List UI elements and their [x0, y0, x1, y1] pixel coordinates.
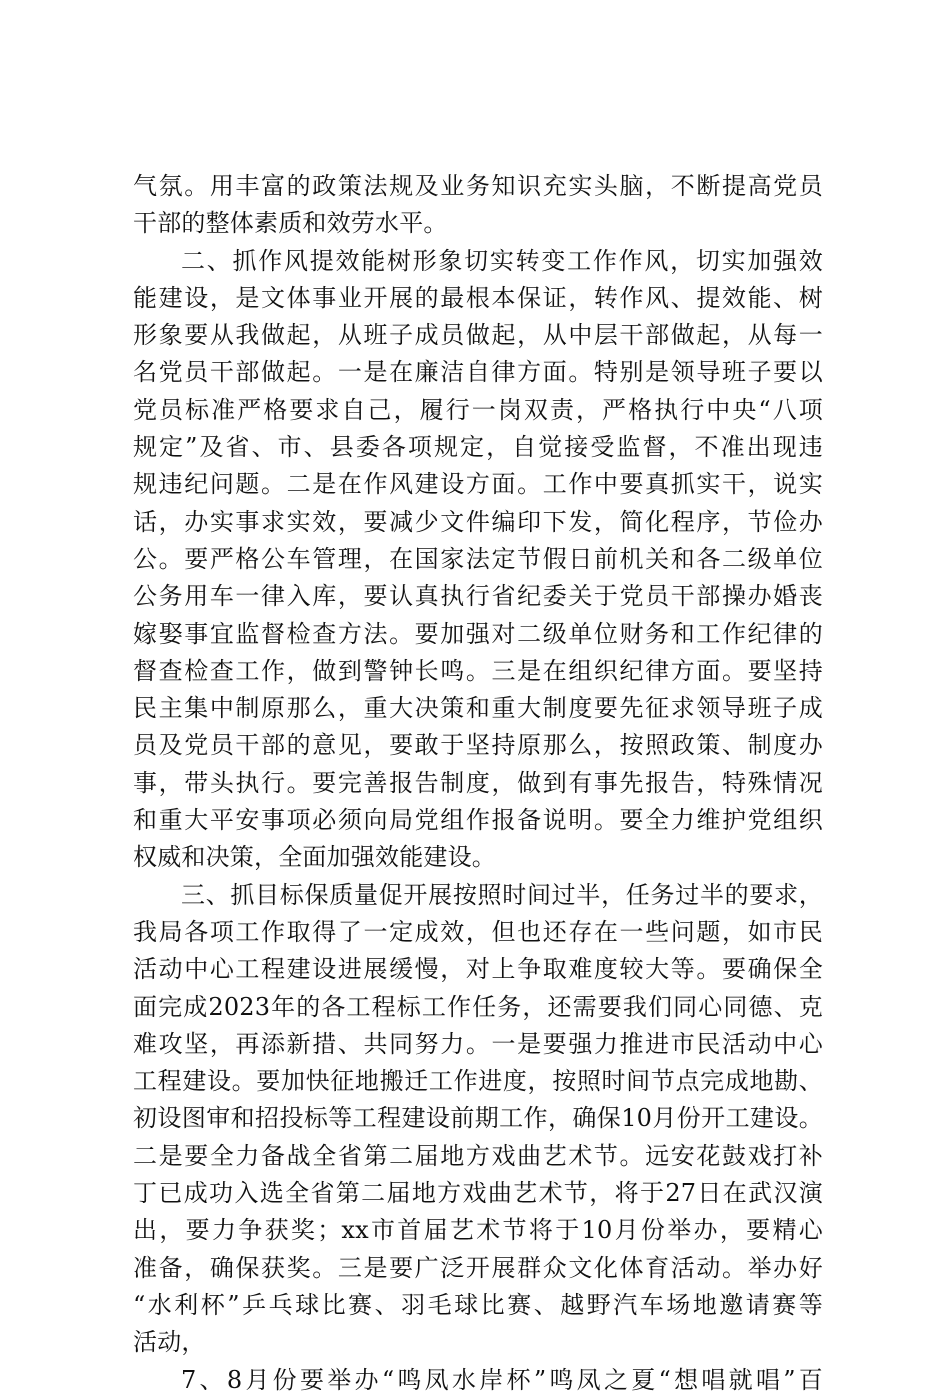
document-line: “水利杯”乒乓球比赛、羽毛球比赛、越野汽车场地邀请赛等	[133, 1290, 823, 1319]
document-line: 嫁娶事宜监督检查方法。要加强对二级单位财务和工作纪律的	[133, 619, 823, 648]
document-line: 难攻坚，再添新措、共同努力。一是要强力推进市民活动中心	[133, 1029, 823, 1058]
document-line: 党员标准严格要求自己，履行一岗双责，严格执行中央“八项	[133, 395, 823, 424]
document-line: 和重大平安事项必须向局党组作报备说明。要全力维护党组织	[133, 806, 823, 835]
document-line: 干部的整体素质和效劳水平。	[133, 209, 448, 238]
document-line: 督查检查工作，做到警钟长鸣。三是在组织纪律方面。要坚持	[133, 656, 823, 685]
document-line: 工程建设。要加快征地搬迁工作进度，按照时间节点完成地勘、	[133, 1067, 823, 1096]
document-line: 名党员干部做起。一是在廉洁自律方面。特别是领导班子要以	[133, 358, 823, 387]
document-line: 民主集中制原那么，重大决策和重大制度要先征求领导班子成	[133, 694, 823, 723]
document-line: 三、抓目标保质量促开展按照时间过半，任务过半的要求，	[181, 880, 823, 909]
document-line: 形象要从我做起，从班子成员做起，从中层干部做起，从每一	[133, 321, 823, 350]
document-line: 员及党员干部的意见，要敢于坚持原那么，按照政策、制度办	[133, 731, 823, 760]
document-line: 准备，确保获奖。三是要广泛开展群众文化体育活动。举办好	[133, 1253, 823, 1282]
document-line: 丁已成功入选全省第二届地方戏曲艺术节，将于27日在武汉演	[133, 1179, 823, 1208]
document-line: 活动中心工程建设进展缓慢，对上争取难度较大等。要确保全	[133, 955, 823, 984]
document-line: 二是要全力备战全省第二届地方戏曲艺术节。远安花鼓戏打补	[133, 1141, 823, 1170]
document-line: 我局各项工作取得了一定成效，但也还存在一些问题，如市民	[133, 917, 823, 946]
document-line: 事，带头执行。要完善报告制度，做到有事先报告，特殊情况	[133, 768, 823, 797]
document-body	[133, 168, 823, 1399]
document-line: 公。要严格公车管理，在国家法定节假日前机关和各二级单位	[133, 544, 823, 573]
document-line: 规定”及省、市、县委各项规定，自觉接受监督，不准出现违	[133, 433, 823, 462]
document-line: 出，要力争获奖；xx市首届艺术节将于10月份举办，要精心	[133, 1216, 823, 1245]
document-line: 规违纪问题。二是在作风建设方面。工作中要真抓实干，说实	[133, 470, 823, 499]
document-line: 活动，	[133, 1328, 206, 1357]
document-line: 能建设，是文体事业开展的最根本保证，转作风、提效能、树	[133, 283, 823, 312]
document-line: 公务用车一律入库，要认真执行省纪委关于党员干部操办婚丧	[133, 582, 823, 611]
document-line: 二、抓作风提效能树形象切实转变工作作风，切实加强效	[181, 246, 823, 275]
document-line: 权威和决策，全面加强效能建设。	[133, 843, 496, 872]
document-line: 面完成2023年的各工程标工作任务，还需要我们同心同德、克	[133, 992, 823, 1021]
document-line: 气氛。用丰富的政策法规及业务知识充实头脑，不断提高党员	[133, 172, 823, 200]
document-line: 初设图审和招投标等工程建设前期工作，确保10月份开工建设。	[133, 1104, 823, 1133]
document-line: 话，办实事求实效，要减少文件编印下发，简化程序，节俭办	[133, 507, 823, 536]
document-line: 7、8月份要举办“鸣凤水岸杯”鸣凤之夏“想唱就唱”百	[181, 1365, 823, 1394]
